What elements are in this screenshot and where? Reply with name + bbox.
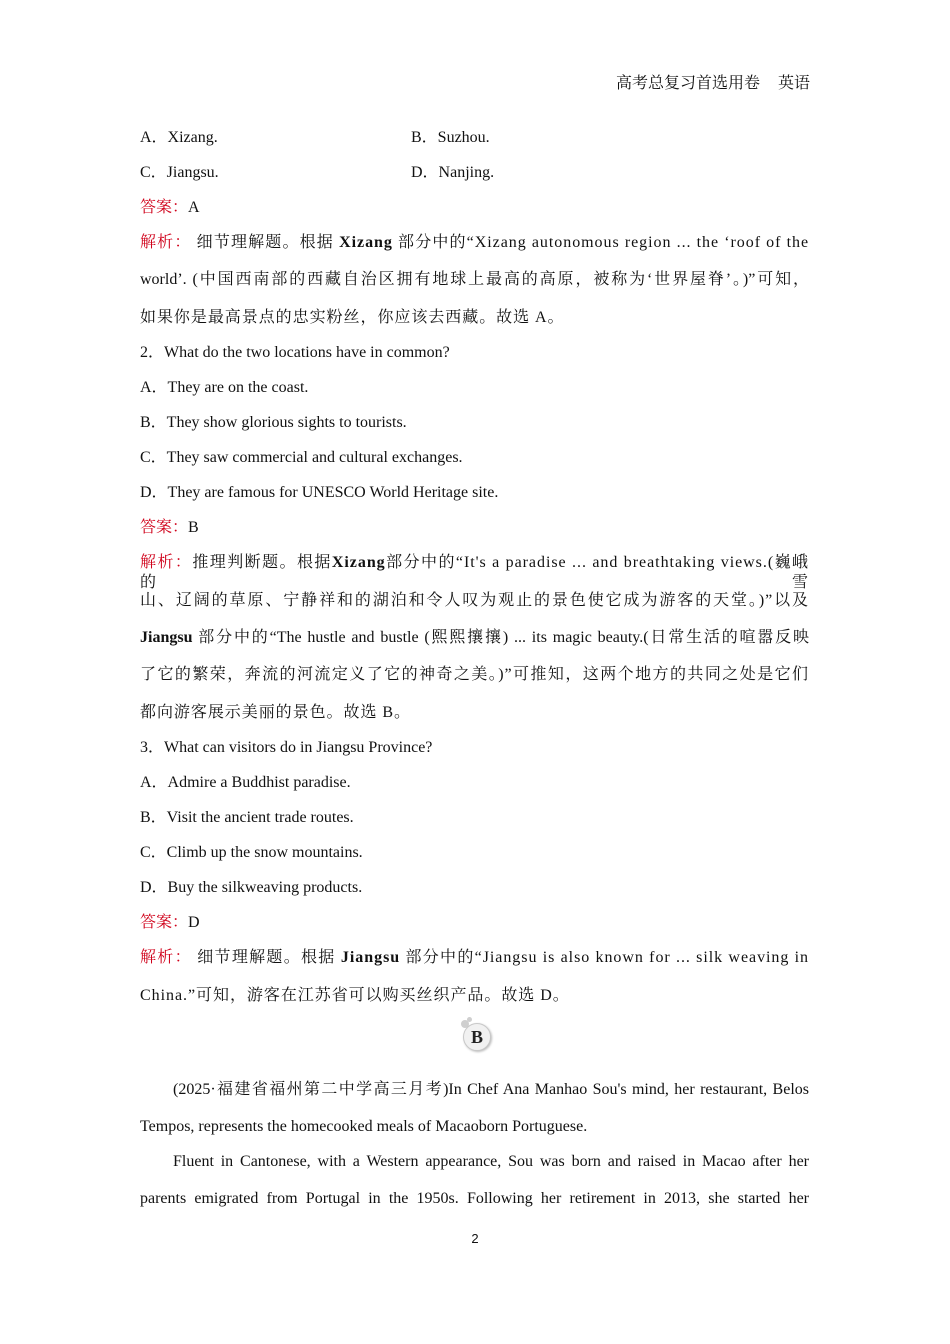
answer-label: 答案： xyxy=(140,914,189,931)
passage-b-p2-line-2: parents emigrated from Portugal in the 1950s. Following her retirement in 2013, she started her xyxy=(140,1190,809,1207)
analysis-text: 部分中的“The hustle and bustle (熙熙攘攘) ... its magic beauty.(日常生活的喧嚣反映 xyxy=(198,629,809,646)
analysis-label: 解析： xyxy=(140,949,192,966)
q1-option-d: D．Nanjing. xyxy=(411,164,495,181)
q1-analysis-line-1 xyxy=(140,233,809,253)
q3-analysis-line-2: China.”可知，游客在江苏省可以购买丝织产品。故选 D。 xyxy=(140,987,570,1004)
analysis-keyword: Xizang xyxy=(339,234,393,251)
q3-analysis-line-1 xyxy=(140,948,809,968)
q3-option-c: C．Climb up the snow mountains. xyxy=(140,844,363,861)
analysis-text: 部分中的“Xizang autonomous region ... the ‘roof of the xyxy=(398,234,810,251)
header-subject: 英语 xyxy=(777,75,810,92)
answer-value: B xyxy=(188,519,199,536)
q2-analysis-line-2: 山、辽阔的草原、宁静祥和的湖泊和令人叹为观止的景色使它成为游客的天堂。)”以及 xyxy=(140,592,809,609)
q2-analysis-line-1 xyxy=(140,553,809,593)
header-book-title: 高考总复习首选用卷 xyxy=(615,75,760,92)
analysis-keyword: Jiangsu xyxy=(340,949,401,966)
q2-analysis-line-4: 了它的繁荣，奔流的河流定义了它的神奇之美。)”可推知，这两个地方的共同之处是它们 xyxy=(140,666,809,683)
q1-option-b: B．Suzhou. xyxy=(411,129,490,146)
q3-question: 3．What can visitors do in Jiangsu Province? xyxy=(140,739,433,756)
q2-option-d: D．They are famous for UNESCO World Heritage site. xyxy=(140,484,499,501)
analysis-keyword: Xizang xyxy=(331,554,386,571)
section-b-badge xyxy=(461,1020,491,1050)
analysis-text: 部分中的“Jiangsu is also known for ... silk weaving in xyxy=(405,949,810,966)
passage-b-p2-line-1: Fluent in Cantonese, with a Western appearance, Sou was born and raised in Macao after her xyxy=(173,1153,809,1170)
analysis-text: 细节理解题。根据 xyxy=(197,949,336,966)
answer-value: D xyxy=(188,914,200,931)
answer-label: 答案： xyxy=(140,519,189,536)
q3-option-a: A．Admire a Buddhist paradise. xyxy=(140,774,351,791)
q2-analysis-line-3 xyxy=(140,628,809,648)
analysis-label: 解析： xyxy=(140,554,193,571)
q2-analysis-line-5: 都向游客展示美丽的景色。故选 B。 xyxy=(140,704,411,721)
badge-bubble-decoration xyxy=(467,1017,472,1022)
answer-value: A xyxy=(188,199,200,216)
q3-option-b: B．Visit the ancient trade routes. xyxy=(140,809,354,826)
page-header xyxy=(616,70,810,93)
q1-analysis-line-2: world’. (中国西南部的西藏自治区拥有地球上最高的高原，被称为‘世界屋脊’。)”可知， xyxy=(140,271,809,288)
q2-question: 2．What do the two locations have in common? xyxy=(140,344,450,361)
analysis-text: 细节理解题。根据 xyxy=(196,234,334,251)
passage-b-p1-line-1: (2025·福建省福州第二中学高三月考)In Chef Ana Manhao Sou's mind, her restaurant, Belos xyxy=(173,1081,809,1098)
q2-option-c: C．They saw commercial and cultural exchanges. xyxy=(140,449,463,466)
q2-option-a: A．They are on the coast. xyxy=(140,379,309,396)
analysis-keyword: Jiangsu xyxy=(140,629,193,646)
answer-label: 答案： xyxy=(140,199,189,216)
page-number: 2 xyxy=(471,1231,479,1246)
analysis-text: 推理判断题。根据 xyxy=(192,554,332,571)
analysis-label: 解析： xyxy=(140,234,192,251)
q3-option-d: D．Buy the silkweaving products. xyxy=(140,879,363,896)
q1-answer xyxy=(140,198,200,218)
q1-option-c: C．Jiangsu. xyxy=(140,164,219,181)
passage-b-p1-line-2: Tempos, represents the homecooked meals of Macaoborn Portuguese. xyxy=(140,1118,588,1135)
q2-option-b: B．They show glorious sights to tourists. xyxy=(140,414,407,431)
q3-answer xyxy=(140,913,200,933)
q1-analysis-line-3: 如果你是最高景点的忠实粉丝，你应该去西藏。故选 A。 xyxy=(140,309,565,326)
q2-answer xyxy=(140,518,199,538)
section-b-label: B xyxy=(463,1023,491,1051)
analysis-text: 部分中的“It's a paradise ... and breathtaking views.(巍峨的雪 xyxy=(140,554,809,591)
q1-option-a: A．Xizang. xyxy=(140,129,218,146)
